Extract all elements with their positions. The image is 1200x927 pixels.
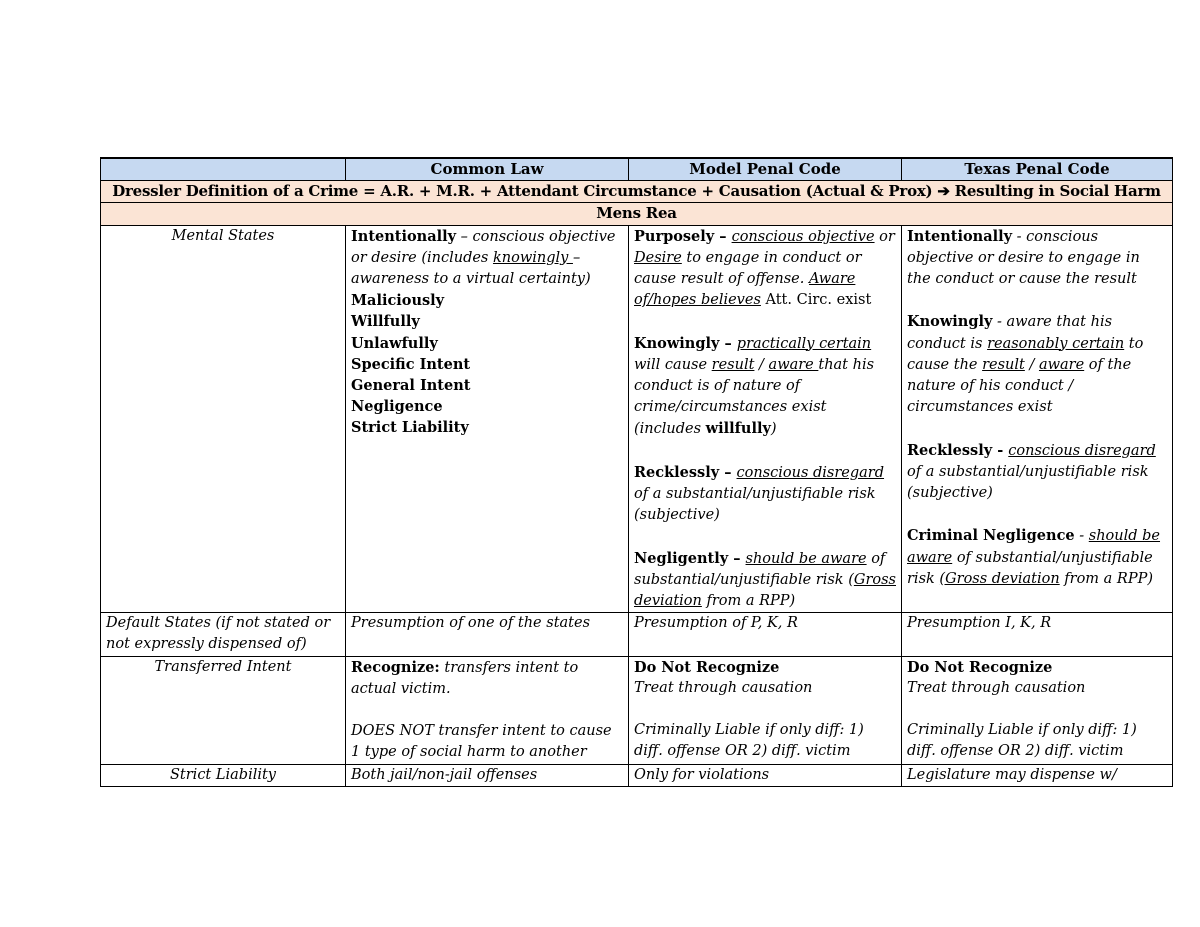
transferred-intent-row [101,656,1173,764]
mpc-knowingly-term: Knowingly – [634,334,737,352]
section-band-row [101,203,1173,225]
mpc-negligently-t1: of substantial/unjustifiable risk ( [634,550,886,588]
default-states-texas: Presumption I, K, R [902,613,1173,656]
mpc-purposely-t3: Att. Circ. exist [760,292,872,309]
strict-liability-label: Strict Liability [101,764,346,786]
mpc-negligently-block [634,548,896,613]
spacer [634,526,896,547]
mental-states-common-law [346,225,629,613]
ti-mpc-t1: Treat through causation [634,679,813,696]
cl-term-specific-intent: Specific Intent [351,355,471,373]
tx-knowingly-u3: aware [1038,356,1085,373]
tx-negligence-u1: should be aware [907,528,1161,566]
ti-cl-t1: transfers intent to actual victim. [351,659,579,697]
mpc-purposely-u3: Aware of/hopes believes [634,271,856,309]
cl-intentionally-block [351,229,616,287]
ti-tx-t1: Treat through causation [907,679,1086,696]
cl-intentionally-term: Intentionally [351,227,457,245]
spacer [907,418,1167,439]
mpc-negligently-u1: should be aware [745,550,867,567]
header-model-penal-code: Model Penal Code [629,158,902,181]
ti-cl-term: Recognize: [351,658,440,676]
tx-recklessly-block [907,440,1167,505]
tx-intentionally-block [907,226,1167,291]
mpc-negligently-term: Negligently – [634,549,746,567]
cl-term-unlawfully: Unlawfully [351,334,438,352]
definition-band-row [101,181,1173,203]
mpc-recklessly-u1: conscious disregard [736,464,885,481]
default-states-mpc: Presumption of P, K, R [629,613,902,656]
mental-states-texas [902,225,1173,613]
crime-definition-band: Dressler Definition of a Crime = A.R. + M.R. + Attendant Circumstance + Causation (Actual & Prox) ➔ Resulting in Social Harm [101,181,1173,203]
cl-intentionally-def-a: – conscious objective or desire (includes [351,228,616,266]
mental-states-mpc [629,225,902,613]
header-blank-cell [101,158,346,181]
tx-knowingly-t3: / [1024,356,1039,373]
cl-term-negligence: Negligence [351,398,443,416]
mpc-recklessly-block [634,462,896,527]
mpc-purposely-t1: or [874,228,895,245]
spacer [351,700,623,721]
tx-recklessly-term: Recklessly - [907,441,1009,459]
tx-negligence-t0: - [1074,528,1089,545]
cl-term-willfully: Willfully [351,313,420,331]
default-states-label: Default States (if not stated or not expressly dispensed of) [101,613,346,656]
ti-tx-term: Do Not Recognize [907,658,1053,676]
tx-negligence-u2: (Gross deviation [939,570,1060,587]
mpc-purposely-term: Purposely – [634,227,732,245]
tx-knowingly-term: Knowingly [907,313,993,331]
mental-states-label: Mental States [101,225,346,613]
spacer [907,504,1167,525]
strict-liability-texas: Legislature may dispense w/ [902,764,1173,786]
tx-knowingly-t2: to cause the [907,335,1144,373]
tx-knowingly-u2: result [982,356,1025,373]
spacer [907,290,1167,311]
mpc-recklessly-t1: of a substantial/unjustifiable risk (subjective) [634,486,876,524]
default-states-common-law: Presumption of one of the states [346,613,629,656]
mpc-purposely-t2: to engage in conduct or cause result of offense. [634,249,862,288]
tx-negligence-block [907,525,1167,590]
tx-negligence-t2: from a RPP) [1059,570,1154,587]
mpc-knowingly-u3: aware [768,356,819,373]
cl-term-maliciously: Maliciously [351,292,445,310]
mpc-knowingly-t3: that his conduct is of nature of crime/circumstances exist (includes [634,356,875,438]
transferred-intent-common-law [346,656,629,764]
mpc-knowingly-u2: result [711,356,755,373]
transferred-intent-texas [902,656,1173,764]
strict-liability-mpc: Only for violations [629,764,902,786]
cl-term-general-intent: General Intent [351,377,471,395]
spacer [907,699,1167,720]
tx-knowingly-block [907,311,1167,418]
header-texas-penal-code: Texas Penal Code [902,158,1173,181]
mpc-purposely-u2: Desire [634,249,682,266]
tx-negligence-term: Criminal Negligence [907,527,1075,545]
ti-mpc-t2: Criminally Liable if only diff: 1) diff. offense OR 2) diff. victim [634,722,864,760]
transferred-intent-label: Transferred Intent [101,656,346,764]
header-common-law: Common Law [346,158,629,181]
tx-knowingly-t4: of the nature of his conduct / circumstances exist [907,356,1132,416]
tx-recklessly-u1: conscious disregard [1008,442,1156,459]
tx-intentionally-term: Intentionally [907,227,1013,245]
mpc-knowingly-t2: / [754,356,769,373]
mpc-purposely-block [634,226,896,312]
spacer [634,441,896,462]
header-row [101,158,1173,181]
spacer [634,311,896,332]
tx-negligence-t1: of substantial/unjustifiable risk [907,549,1153,587]
mpc-knowingly-u1: practically certain [736,335,872,352]
tx-intentionally-t1: - conscious objective or desire to engage in the conduct or cause the result [907,228,1140,288]
cl-term-strict-liability: Strict Liability [351,419,469,437]
tx-recklessly-t1: of a substantial/unjustifiable risk (subjective) [907,463,1149,502]
mpc-knowingly-t4: ) [770,421,777,438]
ti-tx-t2: Criminally Liable if only diff: 1) diff. offense OR 2) diff. victim [907,722,1137,760]
strict-liability-common-law: Both jail/non-jail offenses [346,764,629,786]
mpc-recklessly-term: Recklessly – [634,463,737,481]
mens-rea-comparison-table [100,157,1173,787]
mpc-knowingly-block [634,333,896,441]
strict-liability-row [101,764,1173,786]
transferred-intent-mpc [629,656,902,764]
mpc-knowingly-t1: will cause [634,356,712,373]
ti-cl-t2: DOES NOT transfer intent to cause 1 type of social harm to another [351,723,612,761]
mpc-purposely-u1: conscious objective [731,228,875,245]
cl-intentionally-def-b: – awareness to a virtual certainty) [351,249,591,288]
mental-states-row [101,225,1173,613]
mpc-negligently-u2: Gross deviation [634,571,896,610]
mpc-knowingly-willfully: willfully [705,420,771,438]
mpc-negligently-t2: from a RPP) [701,593,796,610]
ti-mpc-term: Do Not Recognize [634,658,780,676]
mens-rea-section-title: Mens Rea [101,203,1173,225]
cl-knowingly-term: knowingly [492,249,573,266]
tx-knowingly-u1: reasonably certain [987,335,1125,352]
spacer [634,699,896,720]
tx-knowingly-t1: - aware that his conduct is [907,314,1113,352]
default-states-row [101,613,1173,656]
